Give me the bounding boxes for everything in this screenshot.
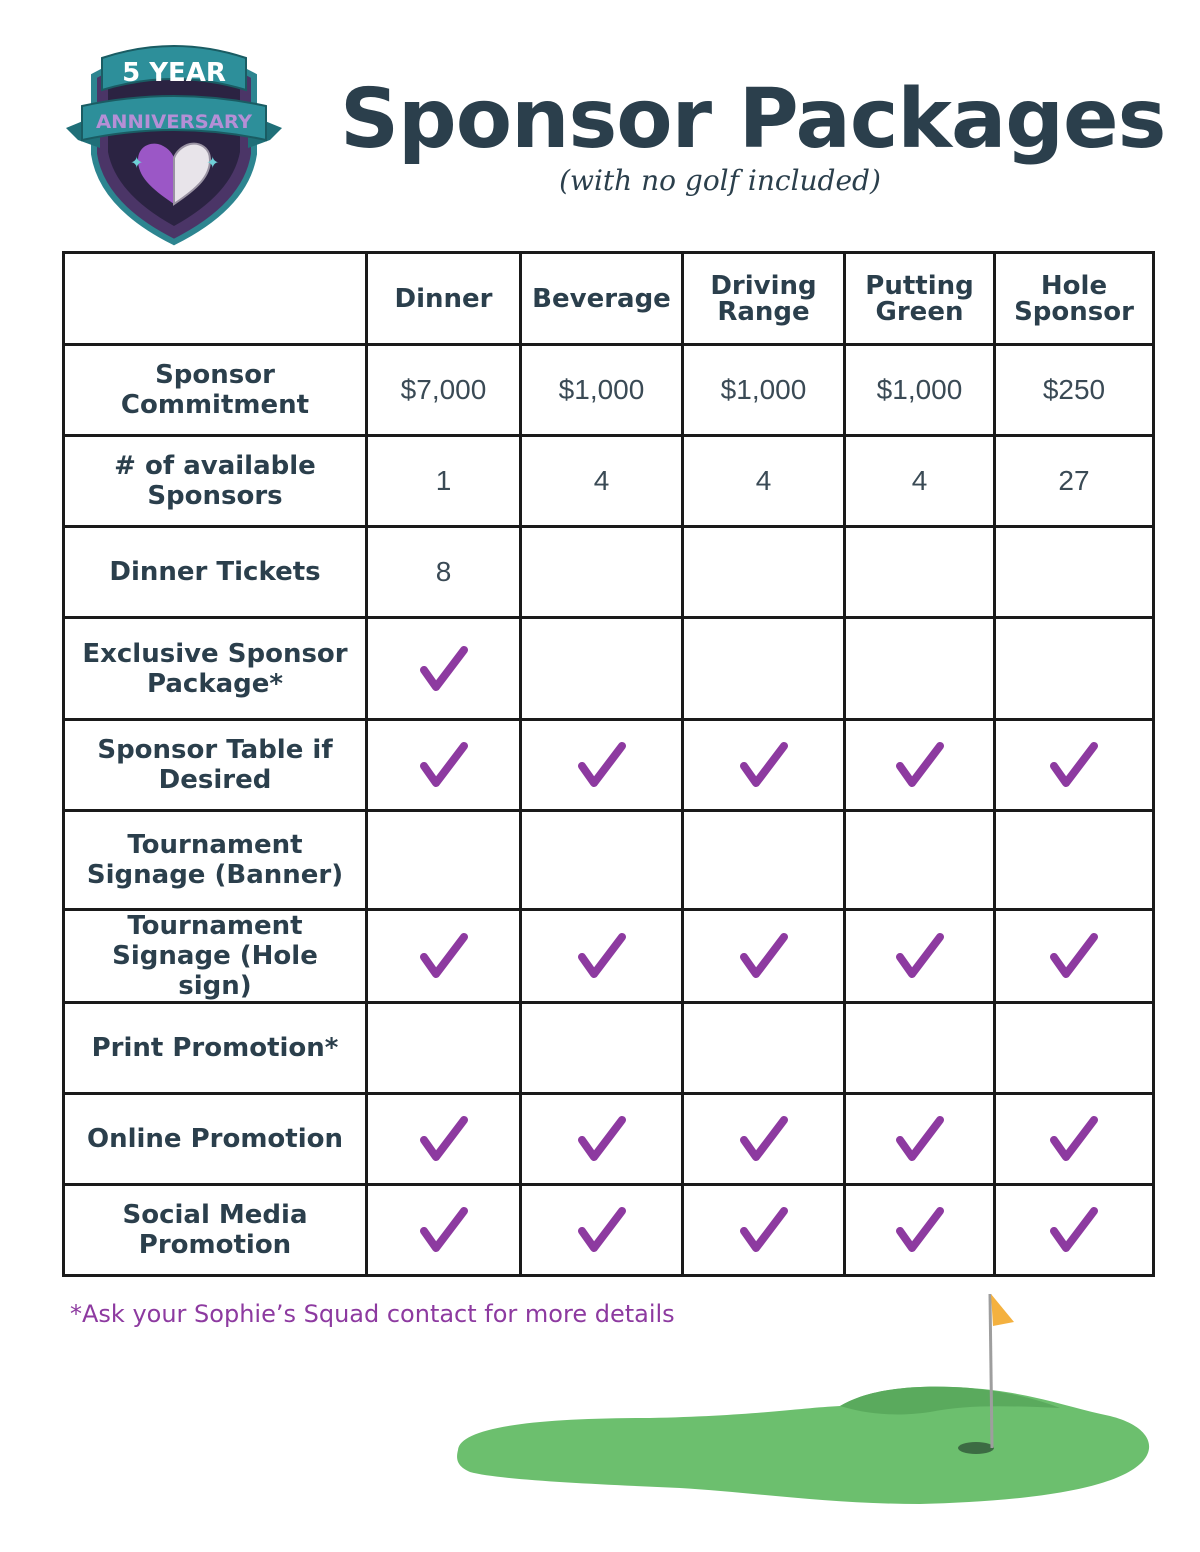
check-icon — [577, 1205, 627, 1255]
row-header: Sponsor Commitment — [64, 345, 367, 436]
table-cell — [367, 720, 521, 811]
table-cell: $250 — [995, 345, 1154, 436]
table-cell — [995, 527, 1154, 618]
table-cell — [995, 1003, 1154, 1094]
table-cell — [845, 618, 995, 720]
table-cell — [367, 1185, 521, 1276]
table-cell — [521, 618, 683, 720]
table-cell — [845, 910, 995, 1003]
table-cell: $1,000 — [521, 345, 683, 436]
logo-badge-line1: 5 YEAR — [122, 58, 226, 88]
page-title: Sponsor Packages — [340, 72, 1166, 167]
table-header-row — [64, 253, 1154, 345]
table-cell — [683, 1094, 845, 1185]
check-icon — [739, 1114, 789, 1164]
table-cell — [995, 720, 1154, 811]
table-row — [64, 910, 1154, 1003]
table-cell — [683, 618, 845, 720]
table-cell — [683, 527, 845, 618]
table-cell — [521, 527, 683, 618]
table-cell — [521, 1185, 683, 1276]
check-icon — [895, 931, 945, 981]
table-cell — [995, 618, 1154, 720]
svg-text:✦: ✦ — [130, 153, 144, 172]
table-row — [64, 1003, 1154, 1094]
check-icon — [419, 1114, 469, 1164]
check-icon — [739, 931, 789, 981]
row-header: Tournament Signage (Hole sign) — [64, 910, 367, 1003]
check-icon — [739, 1205, 789, 1255]
table-cell — [845, 1094, 995, 1185]
table-cell — [521, 1003, 683, 1094]
table-cell — [683, 1003, 845, 1094]
footnote: *Ask your Sophie’s Squad contact for more details — [70, 1300, 675, 1328]
sponsor-packages-table — [62, 251, 1155, 1277]
table-row — [64, 720, 1154, 811]
table-row — [64, 436, 1154, 527]
table-corner-cell — [64, 253, 367, 345]
table-cell — [995, 910, 1154, 1003]
row-header: Dinner Tickets — [64, 527, 367, 618]
table-cell — [845, 1003, 995, 1094]
table-cell — [683, 1185, 845, 1276]
table-cell: 4 — [521, 436, 683, 527]
table-cell — [845, 720, 995, 811]
check-icon — [1049, 740, 1099, 790]
table-cell: $1,000 — [845, 345, 995, 436]
table-cell: 4 — [845, 436, 995, 527]
table-cell — [521, 1094, 683, 1185]
page-subtitle: (with no golf included) — [559, 164, 881, 197]
table-row — [64, 618, 1154, 720]
check-icon — [895, 1114, 945, 1164]
table-row — [64, 1094, 1154, 1185]
table-cell: 4 — [683, 436, 845, 527]
table-cell — [521, 811, 683, 910]
check-icon — [895, 740, 945, 790]
row-header: Exclusive Sponsor Package* — [64, 618, 367, 720]
check-icon — [1049, 931, 1099, 981]
table-cell — [845, 527, 995, 618]
table-cell — [367, 1003, 521, 1094]
table-cell: 27 — [995, 436, 1154, 527]
table-cell — [367, 1094, 521, 1185]
row-header: Sponsor Table if Desired — [64, 720, 367, 811]
table-cell — [845, 1185, 995, 1276]
table-cell: 1 — [367, 436, 521, 527]
table-cell — [683, 910, 845, 1003]
table-row — [64, 811, 1154, 910]
table-cell: $7,000 — [367, 345, 521, 436]
table-row — [64, 345, 1154, 436]
check-icon — [577, 1114, 627, 1164]
table-row — [64, 1185, 1154, 1276]
check-icon — [419, 644, 469, 694]
table-row — [64, 527, 1154, 618]
logo-badge-line2: ANNIVERSARY — [96, 111, 253, 133]
check-icon — [419, 1205, 469, 1255]
table-cell — [683, 811, 845, 910]
table-cell — [367, 811, 521, 910]
table-cell — [683, 720, 845, 811]
column-header: Dinner — [367, 253, 521, 345]
table-cell — [367, 618, 521, 720]
column-header: Beverage — [521, 253, 683, 345]
row-header: Print Promotion* — [64, 1003, 367, 1094]
check-icon — [1049, 1205, 1099, 1255]
table-cell — [367, 910, 521, 1003]
check-icon — [895, 1205, 945, 1255]
anniversary-badge-icon — [60, 36, 288, 246]
check-icon — [577, 931, 627, 981]
table-cell — [995, 1094, 1154, 1185]
table-cell — [521, 910, 683, 1003]
check-icon — [739, 740, 789, 790]
svg-text:✦: ✦ — [206, 153, 220, 172]
row-header: # of available Sponsors — [64, 436, 367, 527]
putting-green-icon — [450, 1288, 1155, 1513]
check-icon — [419, 740, 469, 790]
table-cell — [995, 1185, 1154, 1276]
table-cell: $1,000 — [683, 345, 845, 436]
table-cell — [521, 720, 683, 811]
table-cell: 8 — [367, 527, 521, 618]
column-header: Driving Range — [683, 253, 845, 345]
table-cell — [995, 811, 1154, 910]
check-icon — [1049, 1114, 1099, 1164]
row-header: Online Promotion — [64, 1094, 367, 1185]
table-cell — [845, 811, 995, 910]
row-header: Tournament Signage (Banner) — [64, 811, 367, 910]
column-header: Hole Sponsor — [995, 253, 1154, 345]
row-header: Social Media Promotion — [64, 1185, 367, 1276]
check-icon — [419, 931, 469, 981]
check-icon — [577, 740, 627, 790]
column-header: Putting Green — [845, 253, 995, 345]
